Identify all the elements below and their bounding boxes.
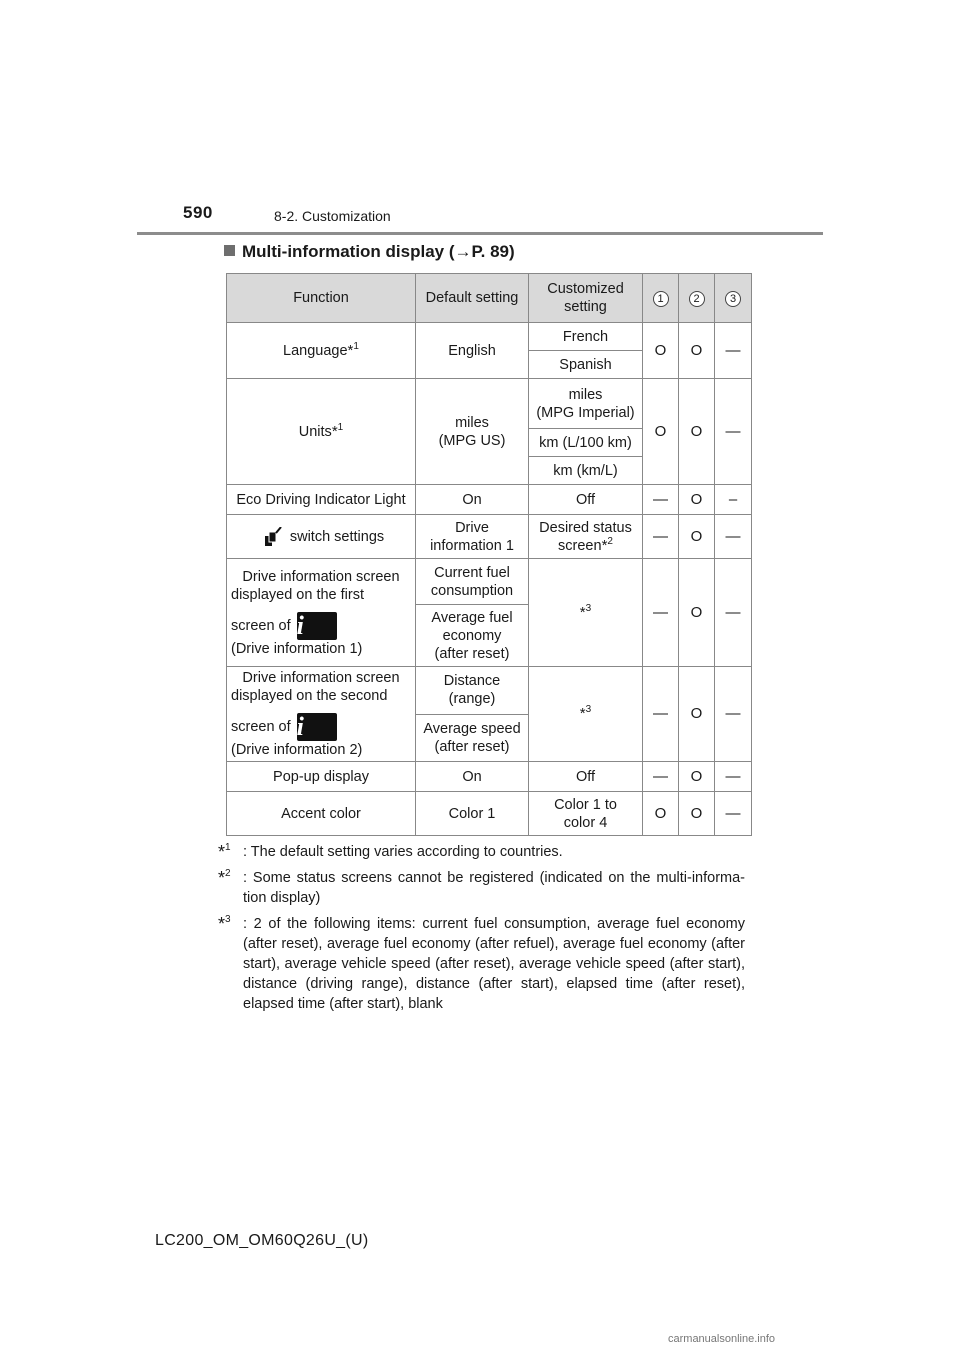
asterisk-icon: *	[331, 422, 338, 440]
page-header	[183, 203, 823, 231]
drive1-default-1: Current fuel consumption	[416, 559, 529, 605]
footnote-text: : 2 of the following items: current fuel consumption, average fuel economy (after reset), average fuel economy (after refuel), average fuel economy (after start), average vehicle speed (after reset), average vehicle speed (after start), distance (driving range), distance (after start), elapsed time (after reset), elapsed time (after start), blank	[243, 916, 745, 1012]
drive1-default-2: Average fuel economy (after reset)	[416, 605, 529, 667]
drive2-note-ref: 3	[585, 704, 592, 716]
info-i-icon: i	[297, 713, 337, 741]
header-col-1	[643, 274, 679, 323]
footnote-text: : Some status screens cannot be registered (indicated on the multi-informa-tion display)	[243, 870, 745, 906]
table-row-drive2	[227, 667, 752, 715]
drive2-col2: O	[679, 667, 715, 762]
units-option-mpg-imperial: miles (MPG Imperial)	[529, 379, 643, 429]
header-function: Function	[227, 274, 416, 323]
eco-label: Eco Driving Indicator Light	[227, 485, 416, 515]
footnote-marker: *$^1$	[218, 842, 231, 862]
switch-custom-cell	[529, 515, 643, 559]
drive1-col3: —	[715, 559, 752, 667]
header-divider	[137, 232, 823, 235]
header-customized-setting: Customized setting	[529, 274, 643, 323]
drive1-screen-of	[231, 612, 411, 640]
switch-function-cell	[227, 515, 416, 559]
drive2-default-1: Distance (range)	[416, 667, 529, 715]
units-col2: O	[679, 379, 715, 485]
drive1-custom-cell	[529, 559, 643, 667]
units-option-kml: km (km/L)	[529, 457, 643, 485]
popup-col3: —	[715, 762, 752, 792]
circled-3-icon: 3	[725, 291, 741, 307]
drive1-col2: O	[679, 559, 715, 667]
asterisk-icon: *	[579, 603, 586, 621]
language-default: English	[416, 323, 529, 379]
accent-custom: Color 1 to color 4	[529, 792, 643, 836]
footnote-marker: *$^3$	[218, 914, 231, 934]
language-col2: O	[679, 323, 715, 379]
units-function-cell	[227, 379, 416, 485]
language-option-spanish: Spanish	[529, 351, 643, 379]
eco-col1: —	[643, 485, 679, 515]
eco-col3: –	[715, 485, 752, 515]
popup-col1: —	[643, 762, 679, 792]
drive1-col1: —	[643, 559, 679, 667]
table-row-popup	[227, 762, 752, 792]
circled-2-icon: 2	[689, 291, 705, 307]
drive2-screen-of-text: screen of	[231, 718, 291, 735]
language-col1: O	[643, 323, 679, 379]
settings-table	[226, 273, 752, 836]
switch-label: switch settings	[289, 528, 385, 545]
footnote-1	[218, 842, 745, 862]
drive1-function-cell	[227, 559, 416, 667]
table-row-units	[227, 379, 752, 429]
units-label: Units	[298, 423, 332, 440]
drive2-screen-of	[231, 713, 411, 741]
drive2-desc: Drive information screen displayed on the second	[231, 670, 400, 704]
accent-col2: O	[679, 792, 715, 836]
table-row-drive1	[227, 559, 752, 605]
drive2-function-cell	[227, 667, 416, 762]
header-col-2	[679, 274, 715, 323]
page-reference: P. 89)	[471, 242, 515, 261]
language-function-cell	[227, 323, 416, 379]
units-option-l100km: km (L/100 km)	[529, 429, 643, 457]
switch-default: Drive information 1	[416, 515, 529, 559]
units-col1: O	[643, 379, 679, 485]
table-header-row	[227, 274, 752, 323]
drive2-name: (Drive information 2)	[231, 742, 363, 758]
section-title-text: Multi-information display (	[242, 242, 455, 261]
section-breadcrumb: 8-2. Customization	[274, 208, 391, 224]
footnotes	[218, 842, 745, 1020]
footnote-text: : The default setting varies according to countries.	[243, 844, 563, 860]
language-col3: —	[715, 323, 752, 379]
popup-default: On	[416, 762, 529, 792]
asterisk-icon: *	[601, 536, 608, 554]
watermark: carmanualsonline.info	[668, 1333, 776, 1345]
document-code: LC200_OM_OM60Q26U_(U)	[155, 1232, 369, 1249]
eco-col2: O	[679, 485, 715, 515]
footnote-3	[218, 914, 745, 1014]
asterisk-icon: *	[579, 705, 586, 722]
footnote-marker: *$^2$	[218, 868, 231, 888]
accent-col1: O	[643, 792, 679, 836]
drive1-name: (Drive information 1)	[231, 640, 363, 657]
accent-label: Accent color	[227, 792, 416, 836]
circled-1-icon: 1	[653, 291, 669, 307]
accent-default: Color 1	[416, 792, 529, 836]
eco-custom: Off	[529, 485, 643, 515]
display-switch-icon	[264, 527, 282, 547]
drive1-desc: Drive information screen displayed on the first	[231, 568, 400, 603]
drive2-col3: —	[715, 667, 752, 762]
table-row-accent	[227, 792, 752, 836]
drive1-note-ref: 3	[585, 602, 592, 614]
units-default: miles (MPG US)	[416, 379, 529, 485]
table-row-language	[227, 323, 752, 351]
popup-label: Pop-up display	[227, 762, 416, 792]
language-label: Language	[283, 342, 348, 359]
switch-col1: —	[643, 515, 679, 559]
header-col-3	[715, 274, 752, 323]
footnote-2	[218, 868, 745, 908]
info-i-icon: i	[297, 612, 337, 640]
drive2-custom-cell	[529, 667, 643, 762]
page-number: 590	[183, 203, 213, 222]
popup-col2: O	[679, 762, 715, 792]
drive2-default-2: Average speed (after reset)	[416, 714, 529, 762]
drive1-screen-of-text: screen of	[231, 617, 291, 634]
units-col3: —	[715, 379, 752, 485]
switch-col3: —	[715, 515, 752, 559]
section-title	[224, 242, 515, 262]
language-note-ref: 1	[353, 340, 359, 352]
asterisk-icon: *	[347, 341, 354, 359]
header-default-setting: Default setting	[416, 274, 529, 323]
language-option-french: French	[529, 323, 643, 351]
arrow-icon: →	[454, 242, 472, 261]
accent-col3: —	[715, 792, 752, 836]
units-note-ref: 1	[337, 421, 344, 433]
switch-col2: O	[679, 515, 715, 559]
popup-custom: Off	[529, 762, 643, 792]
drive2-col1: —	[643, 667, 679, 762]
switch-custom: Desired status screen	[539, 519, 632, 554]
switch-note-ref: 2	[607, 535, 613, 547]
table-row-eco	[227, 485, 752, 515]
eco-default: On	[416, 485, 529, 515]
table-row-switch	[227, 515, 752, 559]
section-bullet-icon	[224, 245, 235, 256]
